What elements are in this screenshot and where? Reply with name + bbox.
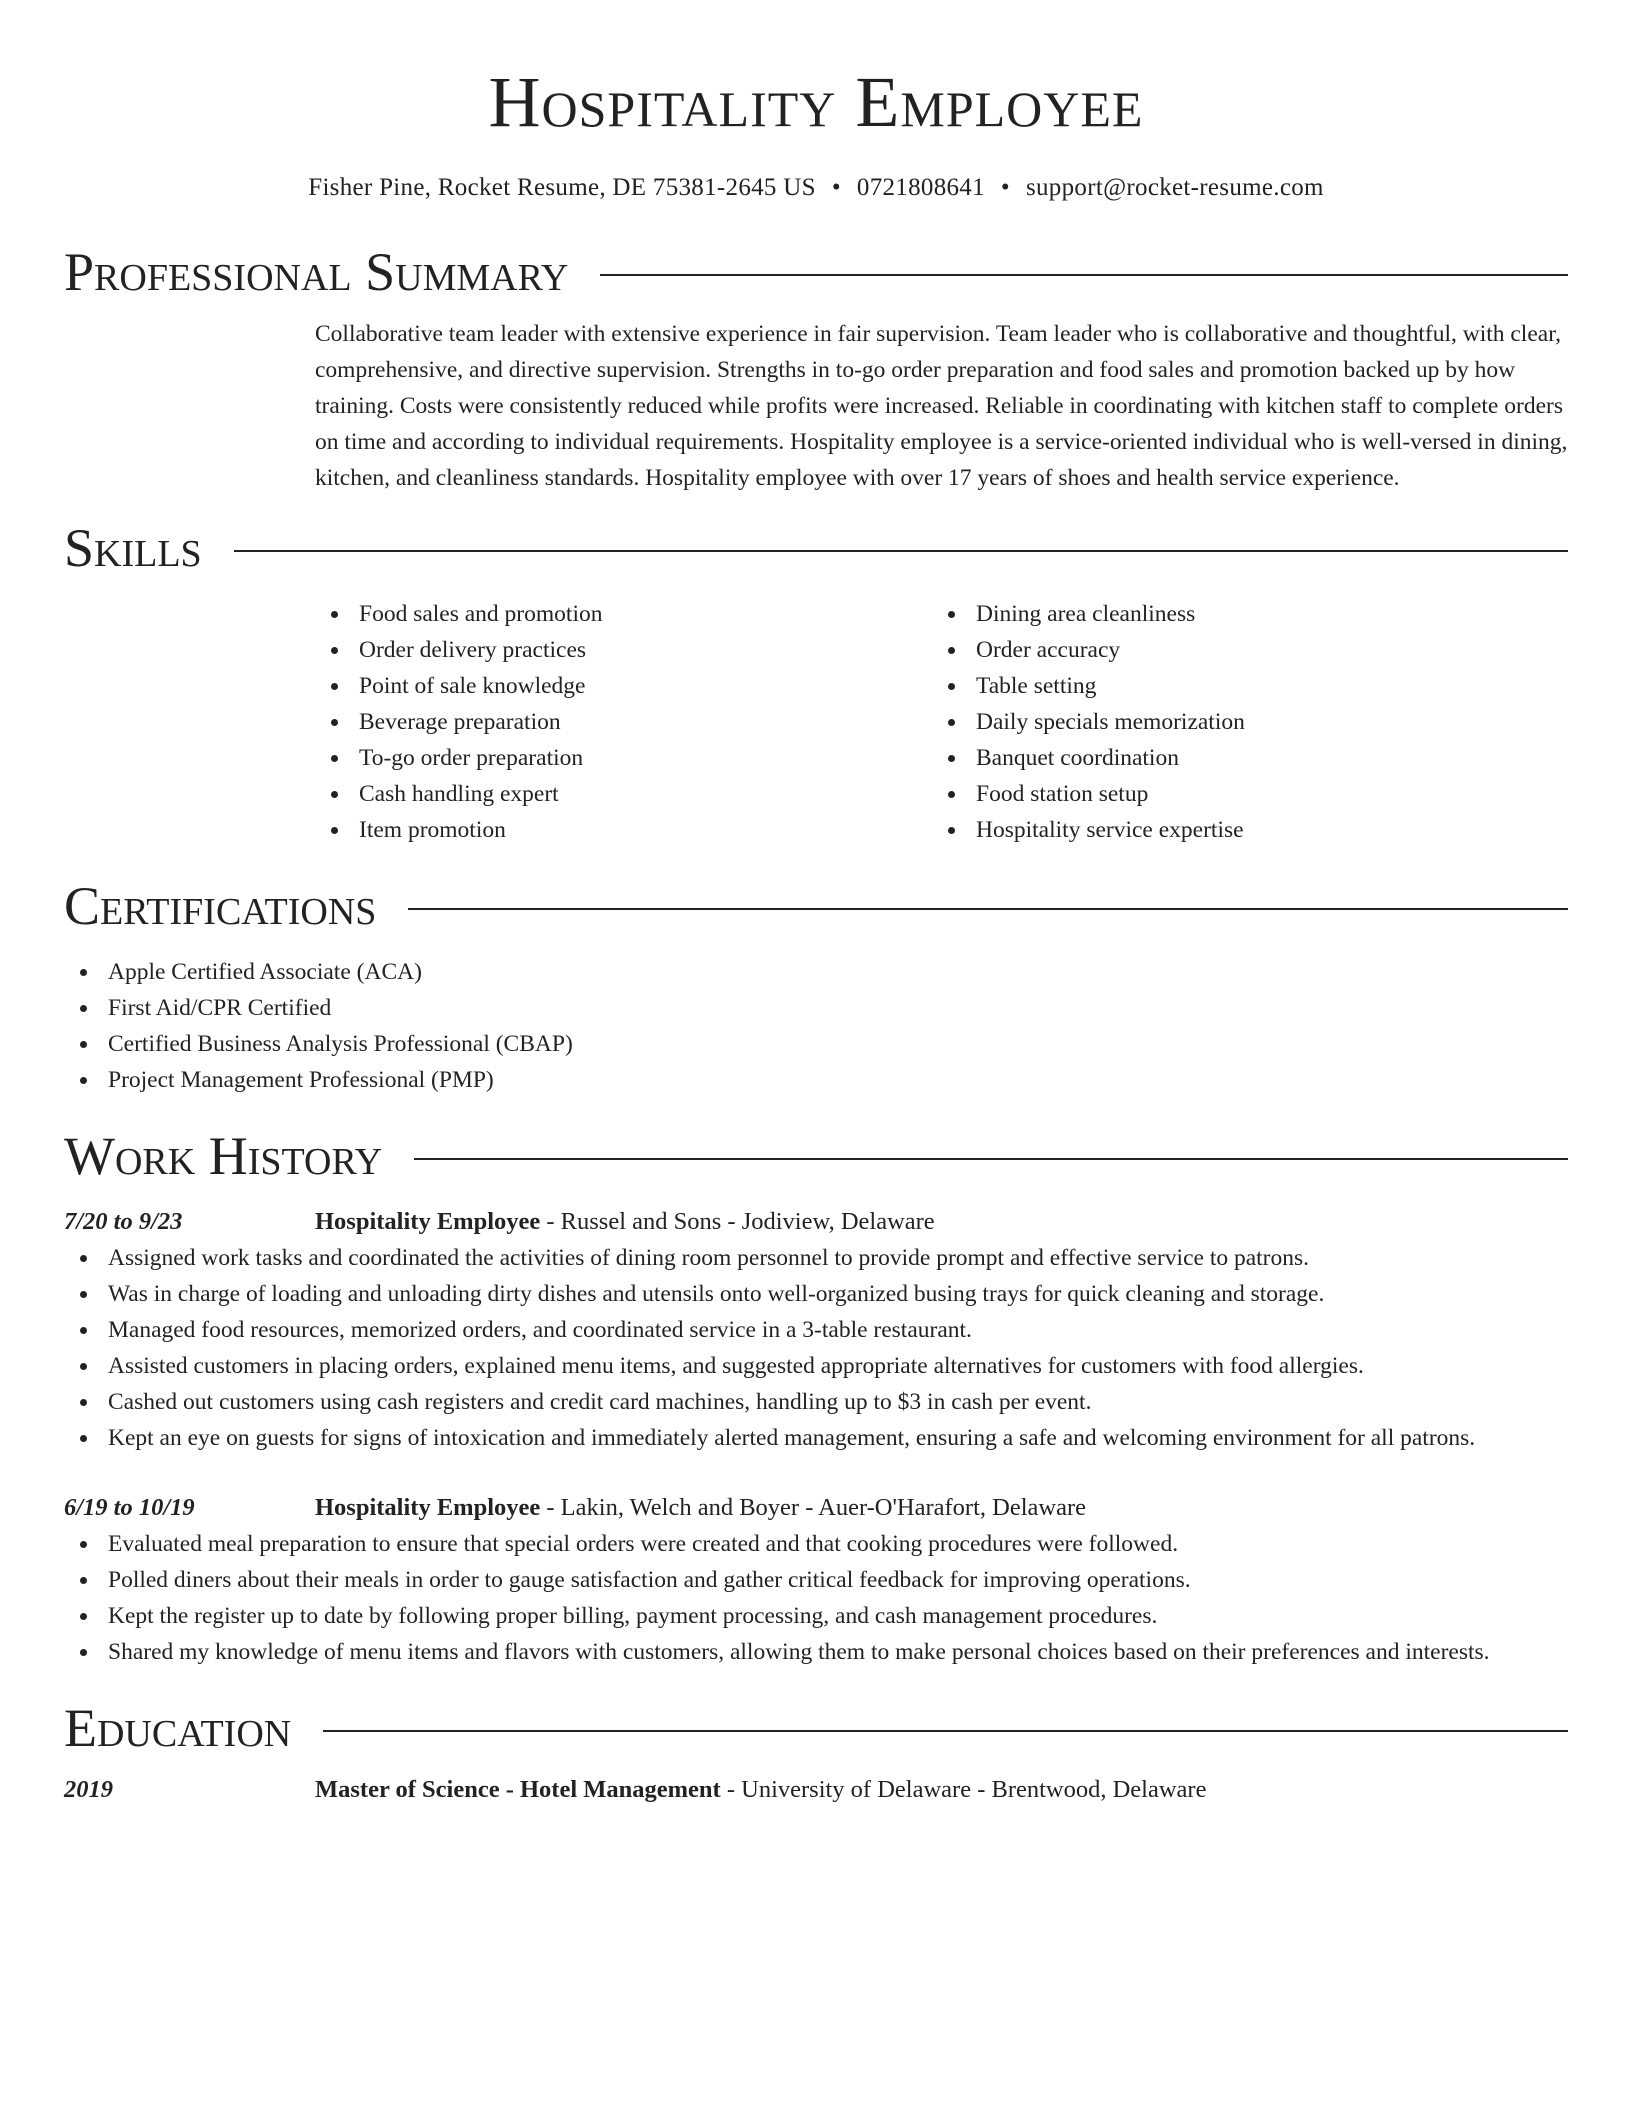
certifications-heading <box>64 874 1568 938</box>
skills-heading <box>64 516 1568 580</box>
job-heading <box>315 1490 1086 1526</box>
separator-dot: • <box>1000 174 1010 201</box>
job-heading <box>315 1204 935 1240</box>
job-bullet: Polled diners about their meals in order to gauge satisfaction and gather critical feedback for improving operations. <box>64 1562 1568 1598</box>
skill-item: Order accuracy <box>932 632 1549 668</box>
skill-item: Dining area cleanliness <box>932 596 1549 632</box>
skill-item: Banquet coordination <box>932 740 1549 776</box>
job-bullet: Managed food resources, memorized orders, and coordinated service in a 3-table restaurant. <box>64 1312 1568 1348</box>
job-header <box>64 1204 1568 1240</box>
summary-section <box>64 240 1568 496</box>
job-bullet: Shared my knowledge of menu items and flavors with customers, allowing them to make personal choices based on their preferences and interests. <box>64 1634 1568 1670</box>
section-rule <box>323 1730 1568 1732</box>
skill-item: Hospitality service expertise <box>932 812 1549 848</box>
section-title: Education <box>64 1698 292 1758</box>
summary-heading <box>64 240 1568 304</box>
job-bullet: Assisted customers in placing orders, explained menu items, and suggested appropriate alternatives for customers with food allergies. <box>64 1348 1568 1384</box>
skill-item: Cash handling expert <box>315 776 932 812</box>
work-history-section <box>64 1124 1568 1670</box>
skill-item: Food station setup <box>932 776 1549 812</box>
education-section <box>64 1696 1568 1808</box>
skill-item: Daily specials memorization <box>932 704 1549 740</box>
skill-item: Table setting <box>932 668 1549 704</box>
skill-item: Beverage preparation <box>315 704 932 740</box>
certification-item: Apple Certified Associate (ACA) <box>64 954 1568 990</box>
job-bullet: Kept the register up to date by following proper billing, payment processing, and cash management procedures. <box>64 1598 1568 1634</box>
degree: Master of Science - Hotel Management <box>315 1776 721 1803</box>
summary-text: Collaborative team leader with extensive experience in fair supervision. Team leader who is collaborative and thoughtful, with clear, comprehensive, and directive supervision. Strengths in to-go order preparation and food sales and promotion backed up by how training. Costs were consistently reduced while profits were increased. Reliable in coordinating with kitchen staff to complete orders on time and according to individual requirements. Hospitality employee is a service-oriented individual who is well-versed in dining, kitchen, and cleanliness standards. Hospitality employee with over 17 years of shoes and health service experience. <box>315 321 1568 491</box>
job-bullets <box>64 1240 1568 1456</box>
skill-item: Point of sale knowledge <box>315 668 932 704</box>
skill-item: Order delivery practices <box>315 632 932 668</box>
job-dates: 7/20 to 9/23 <box>64 1208 183 1235</box>
job-entry <box>64 1204 1568 1456</box>
address: Fisher Pine, Rocket Resume, DE 75381-2645 US <box>308 174 816 201</box>
certifications-section <box>64 874 1568 1098</box>
job-title: Hospitality Employee <box>315 1494 541 1521</box>
education-heading-line <box>315 1772 1206 1808</box>
job-bullet: Kept an eye on guests for signs of intoxication and immediately alerted management, ensuring a safe and welcoming environment for all patrons. <box>64 1420 1568 1456</box>
certification-item: First Aid/CPR Certified <box>64 990 1568 1026</box>
job-entry <box>64 1490 1568 1670</box>
job-details: - Lakin, Welch and Boyer - Auer-O'Harafort, Delaware <box>540 1494 1086 1521</box>
section-rule <box>408 908 1568 910</box>
job-dates: 6/19 to 10/19 <box>64 1494 195 1521</box>
job-bullet: Evaluated meal preparation to ensure that special orders were created and that cooking procedures were followed. <box>64 1526 1568 1562</box>
skills-grid <box>315 596 1568 848</box>
skill-item: Item promotion <box>315 812 932 848</box>
skills-column-right <box>932 596 1549 848</box>
job-bullet: Cashed out customers using cash registers and credit card machines, handling up to $3 in cash per event. <box>64 1384 1568 1420</box>
resume-page <box>64 0 1568 1808</box>
work-history-heading <box>64 1124 1568 1188</box>
separator-dot: • <box>831 174 841 201</box>
candidate-name: Hospitality Employee <box>488 62 1144 142</box>
section-rule <box>234 550 1568 552</box>
email: support@rocket-resume.com <box>1025 174 1324 201</box>
skills-section <box>64 516 1568 848</box>
section-rule <box>414 1158 1568 1160</box>
education-entry <box>64 1772 1568 1808</box>
job-bullets <box>64 1526 1568 1670</box>
skill-item: Food sales and promotion <box>315 596 932 632</box>
section-rule <box>600 274 1568 276</box>
section-title: Certifications <box>64 876 377 936</box>
job-bullet: Assigned work tasks and coordinated the activities of dining room personnel to provide prompt and effective service to patrons. <box>64 1240 1568 1276</box>
job-title: Hospitality Employee <box>315 1208 541 1235</box>
phone: 0721808641 <box>856 174 985 201</box>
education-heading <box>64 1696 1568 1760</box>
certification-item: Project Management Professional (PMP) <box>64 1062 1568 1098</box>
skills-column-left <box>315 596 932 848</box>
contact-line <box>64 172 1568 204</box>
section-title: Work History <box>64 1126 383 1186</box>
skill-item: To-go order preparation <box>315 740 932 776</box>
job-bullet: Was in charge of loading and unloading dirty dishes and utensils onto well-organized busing trays for quick cleaning and storage. <box>64 1276 1568 1312</box>
education-year: 2019 <box>64 1776 113 1803</box>
certification-item: Certified Business Analysis Professional (CBAP) <box>64 1026 1568 1062</box>
job-header <box>64 1490 1568 1526</box>
education-details: - University of Delaware - Brentwood, Delaware <box>720 1776 1207 1803</box>
section-title: Professional Summary <box>64 242 569 302</box>
certifications-list <box>64 954 1568 1098</box>
section-title: Skills <box>64 518 202 578</box>
job-details: - Russel and Sons - Jodiview, Delaware <box>540 1208 935 1235</box>
